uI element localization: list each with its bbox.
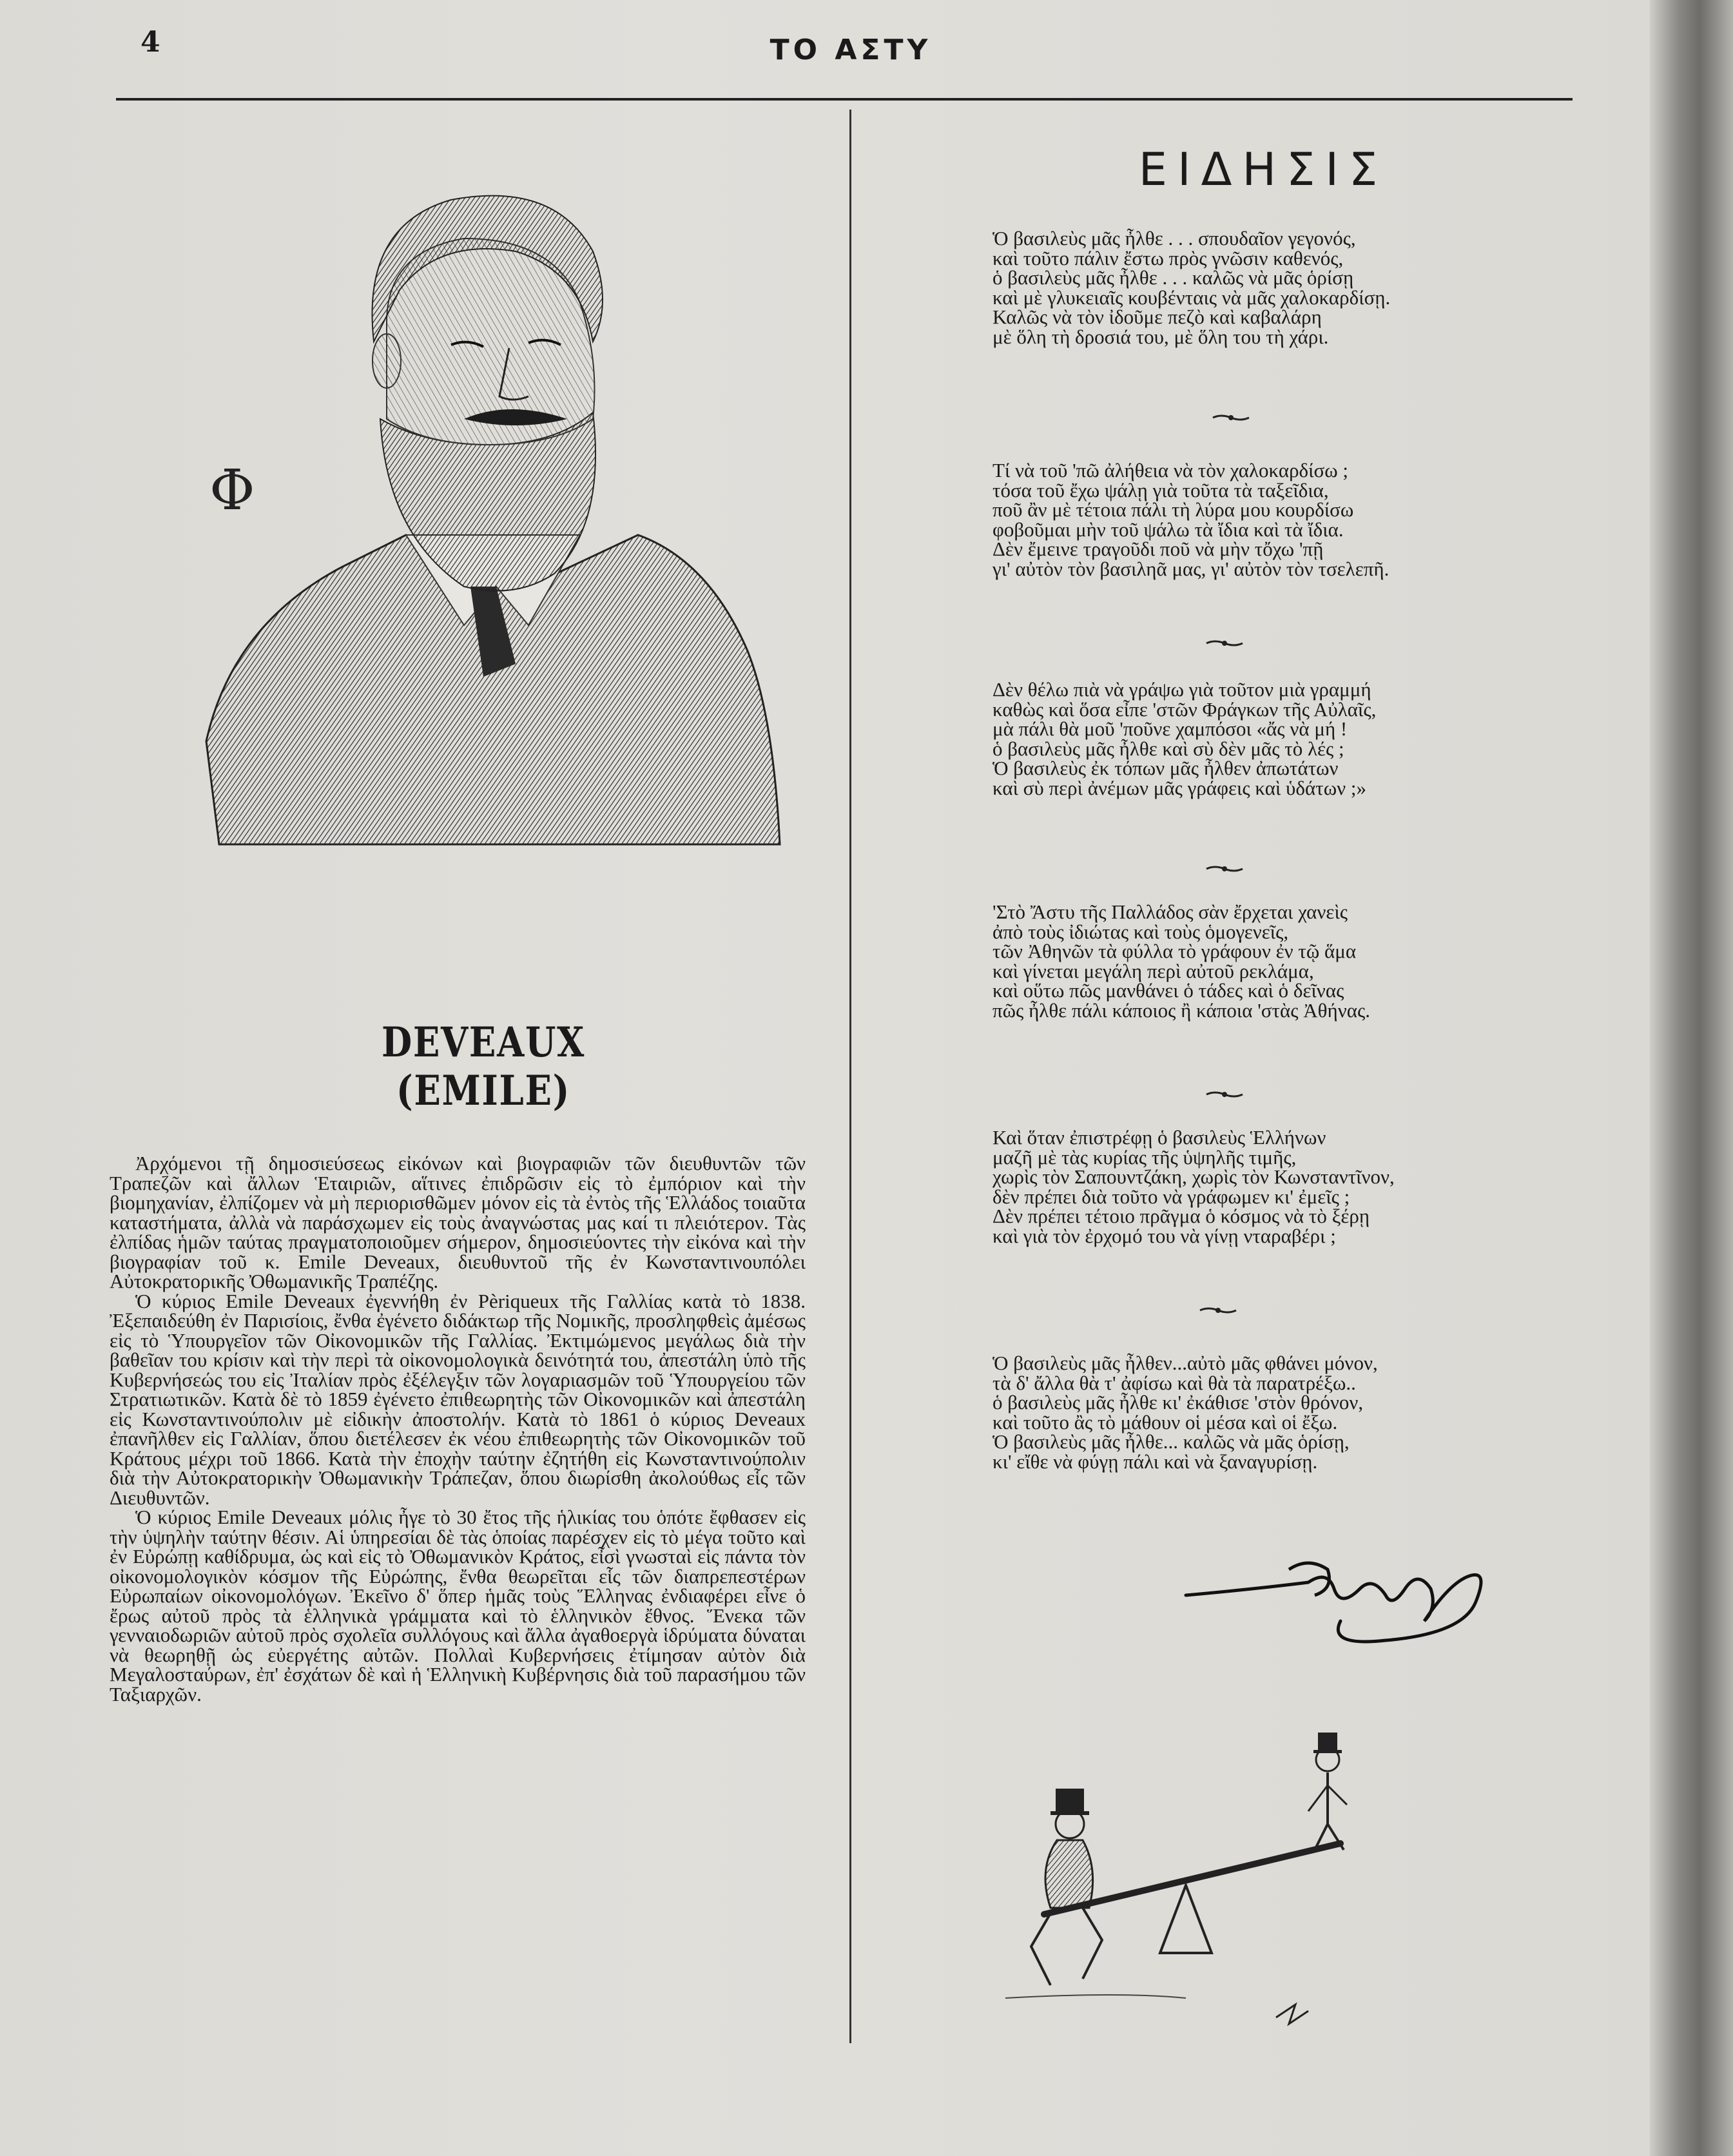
page-number: 4 <box>140 26 160 59</box>
poem-line: ὁ βασιλεὺς μᾶς ἦλθε καὶ σὺ δὲν μᾶς τὸ λές ; <box>992 737 1344 760</box>
poem-line: τῶν Ἀθηνῶν τὰ φύλλα τὸ γράφουν ἐν τῷ ἅμα <box>992 940 1357 962</box>
stanza-ornament <box>1199 1305 1237 1316</box>
poem-line: Καλῶς νὰ τὸν ἰδοῦμε πεζὸ καὶ καβαλάρη <box>992 306 1322 328</box>
poem-stanza <box>992 461 1521 579</box>
poem-line: χωρὶς τὸν Σαπουντζάκη, χωρὶς τὸν Κωνσταντῖνον, <box>992 1165 1395 1188</box>
poem-line: Ὁ βασιλεὺς μᾶς ἦλθε... καλῶς νὰ μᾶς ὁρίσῃ, <box>992 1430 1350 1453</box>
poem-line: δὲν πρέπει διὰ τοῦτο νὰ γράφωμεν κι' ἐμεῖς ; <box>992 1185 1350 1208</box>
binding-gutter <box>1650 0 1733 2156</box>
poem-line: Δὲν πρέπει τέτοιο πρᾶγμα ὁ κόσμος νὰ τὸ ξέρῃ <box>992 1205 1370 1227</box>
poem-line: τόσα τοῦ ἔχω ψάλῃ γιὰ τοῦτα τὰ ταξεῖδια, <box>992 478 1329 501</box>
poem-line: ὁ βασιλεὺς μᾶς ἦλθε κι' ἐκάθισε 'στὸν θρόνον, <box>992 1391 1364 1413</box>
poem-stanza <box>992 680 1521 798</box>
poem-line: μὰ πάλι θὰ μοῦ 'ποῦνε χαμπόσοι «ἄς νὰ μή ! <box>992 717 1348 740</box>
poem-stanza <box>992 229 1521 347</box>
column-divider <box>849 110 851 2043</box>
poem-line: γι' αὐτὸν τὸν βασιληᾶ μας, γι' αὐτὸν τὸν τσελεπῆ. <box>992 557 1389 580</box>
biography-paragraph: Ὁ κύριος Emile Deveaux ἐγεννήθη ἐν Pèriqueux τῆς Γαλλίας κατὰ τὸ 1838. Ἐξεπαιδεύθη ἐν Παρισίοις, ἔνθα ἐγένετο διδάκτωρ τῆς Νομικῆς, προσληφθεὶς ἀμέσως εἰς τὸ Ὑπουργεῖον τῶν Οἰκονομικῶν τῆς Γαλλίας. Ἐκτιμώμενος μεγάλως διὰ τὴν βαθεῖαν του κρίσιν καὶ τὴν περὶ τὰ οἰκονομολογικὰ δεινότητά του, ἀπεστάλη ὑπὸ τῆς Κυβερνήσεώς του εἰς Ἰταλίαν πρὸς ἐξέλεγξιν τῶν λογαριασμῶν τοῦ Ὑπουργείου τῶν Στρατιωτικῶν. Κατὰ δὲ τὸ 1859 ἐγένετο ἐπιθεωρητὴς τῶν Οἰκονομικῶν καὶ ἀπεστάλη εἰς Κωνσταντινούπολιν μὲ εἰδικὴν ἀποστολήν. Κατὰ τὸ 1861 ὁ κύριος Deveaux ἐπανῆλθεν εἰς Γαλλίαν, ὅπου διετέλεσεν ἐκ νέου ἐπιθεωρητὴς τῶν Οἰκονομικῶν τοῦ Κράτους μέχρι τοῦ 1866. Κατὰ τὴν ἐποχὴν ταύτην ἐζητήθη εἰς Κωνσταντινούπολιν διὰ τὴν Αὐτοκρατορικὴν Ὀθωμανικὴν Τράπεζαν, ὅπου διωρίσθη ἀκολούθως εἷς τῶν Διευθυντῶν. <box>110 1289 806 1509</box>
poem-line: καὶ τοῦτο πάλιν ἔστω πρὸς γνῶσιν καθενός, <box>992 246 1344 269</box>
poem-line: φοβοῦμαι μὴν τοῦ ψάλω τὰ ἴδια καὶ τὰ ἴδια. <box>992 518 1344 541</box>
header-rule <box>116 98 1573 101</box>
poem-line: καὶ σὺ περὶ ἀνέμων μᾶς γράφεις καὶ ὑδάτων ;» <box>992 776 1366 799</box>
poem-line: Δὲν θέλω πιὰ νὰ γράψω γιὰ τοῦτον μιὰ γραμμή <box>992 678 1371 701</box>
portrait-engraving <box>193 174 831 909</box>
news-section-title: ΕΙΔΗΣΙΣ <box>1138 143 1388 196</box>
stanza-ornament <box>1212 413 1250 423</box>
poem-line: καὶ μὲ γλυκειαῖς κουβένταις νὰ μᾶς χαλοκαρδίσῃ. <box>992 286 1391 309</box>
poem-line: ἀπὸ τοὺς ἰδιώτας καὶ τοὺς ὁμογενεῖς, <box>992 920 1289 943</box>
biography-heading: DEVEAUX (EMILE) <box>381 1018 586 1115</box>
poem-line: κι' εἴθε νὰ φύγῃ πάλι καὶ νὰ ξαναγυρίσῃ. <box>992 1450 1318 1473</box>
poem-line: καὶ οὕτω πῶς μανθάνει ὁ τάδες καὶ ὁ δεῖνας <box>992 979 1344 1002</box>
masthead-title: ΤΟ ΑΣΤΥ <box>770 34 932 66</box>
poem-line: 'Στὸ Ἄστυ τῆς Παλλάδος σὰν ἔρχεται χανεὶς <box>992 900 1348 923</box>
poem-line: Ὁ βασιλεὺς μᾶς ἦλθεν...αὐτὸ μᾶς φθάνει μόνον, <box>992 1352 1378 1374</box>
poem-line: ποῦ ἂν μὲ τέτοια πάλι τὴ λύρα μου κουρδίσω <box>992 498 1354 521</box>
poem-line: καὶ γίνεται μεγάλη περὶ αὐτοῦ ρεκλάμα, <box>992 959 1314 982</box>
poem-stanza <box>992 1128 1521 1246</box>
poem-stanza <box>992 1354 1521 1471</box>
stanza-ornament <box>1205 1089 1244 1100</box>
seesaw-cartoon <box>992 1714 1457 2037</box>
biography-paragraph: Ἀρχόμενοι τῇ δημοσιεύσεως εἰκόνων καὶ βιογραφιῶν τῶν διευθυντῶν τῶν Τραπεζῶν καὶ ἄλλων Ἑταιριῶν, αἵτινες ἐπιδρῶσιν εἰς τὸ ἐμπόριον καὶ τὴν βιομηχανίαν, ἐλπίζομεν νὰ μὴ περιορισθῶμεν μόνον εἰς τὰ ἐντὸς τῆς Ἑλλάδος τοιαῦτα καταστήματα, ἀλλὰ νὰ παράσχωμεν εἰς τοὺς ἀναγνώστας μας καί τι πλειότερον. Τὰς ἐλπίδας ἡμῶν ταύτας πραγματοποιοῦμεν σήμερον, δημοσιεύοντες τὴν εἰκόνα καὶ τὴν βιογραφίαν τοῦ κ. Emile Deveaux, διευθυντοῦ τῆς ἐν Κωνσταντινουπόλει Αὐτοκρατορικῆς Ὀθωμανικῆς Τραπέζης. <box>110 1152 806 1292</box>
artist-monogram: Φ <box>209 458 255 523</box>
biography-paragraph: Ὁ κύριος Emile Deveaux μόλις ἦγε τὸ 30 ἔτος τῆς ἡλικίας του ὁπότε ἔφθασεν εἰς τὴν ὑψηλὴν ταύτην θέσιν. Αἱ ὑπηρεσίαι δὲ τὰς ὁποίας παρέσχεν εἰς τὸ μέγα τοῦτο καὶ ἐν Εὐρώπῃ καθίδρυμα, ὡς καὶ εἰς τὸ Ὀθωμανικὸν Κράτος, εἶσὶ γνωσταὶ εἰς πάντα τὸν οἰκονομολογικὸν κόσμον τῆς Εὐρώπης, ἔνθα θεωρεῖται εἷς τῶν διαπρεπεστέρων Εὐρωπαίων οἰκονομολόγων. Ἐκεῖνο δ' ὅπερ ἡμᾶς τοὺς Ἕλληνας ἐνδιαφέρει εἶνε ὁ ἔρως αὐτοῦ πρὸς τὰ ἑλληνικὰ γράμματα καὶ τὸ ἑλληνικὸν ἔθνος. Ἕνεκα τῶν γενναιοδωριῶν αὐτοῦ πρὸς σχολεῖα συλλόγους καὶ ἄλλα ἀγαθοεργὰ ἱδρύματα δύναται νὰ θεωρηθῇ ὡς εὐεργέτης αὐτῶν. Πολλαὶ Κυβερνήσεις ἐτίμησαν αὐτὸν διὰ Μεγαλοσταύρων, ἐπ' ἐσχάτων δὲ καὶ ἡ Ἑλληνικὴ Κυβέρνησις διὰ τοῦ παρασήμου τῶν Ταξιαρχῶν. <box>110 1506 806 1705</box>
poem-line: τὰ δ' ἄλλα θὰ τ' ἀφίσω καὶ θὰ τὰ παρατρέξω.. <box>992 1371 1356 1394</box>
poem-line: Καὶ ὅταν ἐπιστρέφῃ ὁ βασιλεὺς Ἑλλήνων <box>992 1126 1326 1149</box>
stanza-ornament <box>1205 864 1244 874</box>
poem-stanza <box>992 902 1521 1020</box>
poem-line: Ὁ βασιλεὺς ἐκ τόπων μᾶς ἦλθεν ἀπωτάτων <box>992 757 1339 779</box>
author-signature <box>1179 1544 1489 1660</box>
poem-line: καὶ γιὰ τὸν ἐρχομό του νὰ γίνῃ νταραβέρι ; <box>992 1224 1336 1247</box>
poem-line: καὶ τοῦτο ἂς τὸ μάθουν οἱ μέσα καὶ οἱ ἔξω. <box>992 1410 1338 1433</box>
poem-line: Ὁ βασιλεὺς μᾶς ἦλθε . . . σπουδαῖον γεγονός, <box>992 227 1356 249</box>
poem-line: μὲ ὅλη τὴ δροσιά του, μὲ ὅλη του τὴ χάρι. <box>992 325 1329 348</box>
poem-line: πῶς ἦλθε πάλι κάποιος ἢ κάποια 'στὰς Ἀθήνας. <box>992 998 1370 1022</box>
poem-line: Τί νὰ τοῦ 'πῶ ἀλήθεια νὰ τὸν χαλοκαρδίσω ; <box>992 459 1348 481</box>
stanza-ornament <box>1205 638 1244 648</box>
biography-article <box>110 1154 806 1704</box>
poem-line: ὁ βασιλεὺς μᾶς ἦλθε . . . καλῶς νὰ μᾶς ὁρίσῃ <box>992 266 1354 289</box>
poem-line: καθὼς καὶ ὅσα εἶπε 'στῶν Φράγκων τῆς Αὐλαῖς, <box>992 697 1377 721</box>
poem-line: Δὲν ἔμεινε τραγοῦδι ποῦ νὰ μὴν τὄχω 'πῇ <box>992 538 1324 560</box>
poem-line: μαζῆ μὲ τὰς κυρίας τῆς ὑψηλῆς τιμῆς, <box>992 1145 1297 1169</box>
